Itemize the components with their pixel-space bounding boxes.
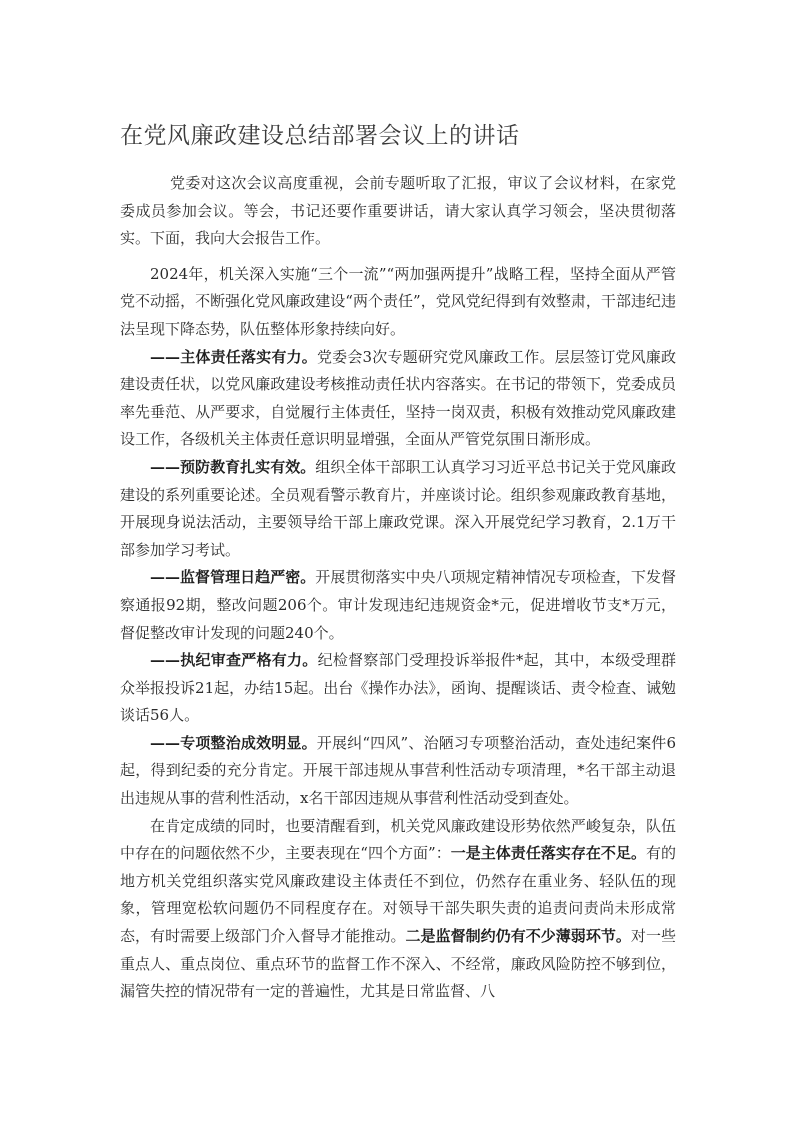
paragraph-text: 党委会3次专题研究党风廉政工作。层层签订党风廉政建设责任状，以党风廉政建设考核推动责任状内容落实。在书记的带领下，党委成员率先垂范、从严要求，自觉履行主体责任，坚持一岗双责，积极有效推动党风廉政建设工作，各级机关主体责任意识明显增强，全面从严管党氛围日渐形成。 xyxy=(120,347,676,449)
paragraph-text: 在肯定成绩的同时，也要清醒看到，机关党风廉政建设形势依然严峻复杂，队伍中存在的问题依然不少，主要表现在“四个方面”： xyxy=(120,816,676,863)
paragraph-lead: ——预防教育扎实有效。 xyxy=(150,457,316,476)
paragraph-text: 党委对这次会议高度重视，会前专题听取了汇报，审议了会议材料，在家党委成员参加会议。等会，书记还要作重要讲话，请大家认真学习领会，坚决贯彻落实。下面，我向大会报告工作。 xyxy=(120,174,676,248)
paragraph-text: 纪检督察部门受理投诉举报件*起，其中，本级受理群众举报投诉21起，办结15起。出台《操作办法》，函询、提醒谈话、责令检查、诫勉谈话56人。 xyxy=(120,651,676,725)
document-title: 在党风廉政建设总结部署会议上的讲话 xyxy=(120,123,520,149)
paragraph xyxy=(120,344,676,454)
paragraph xyxy=(120,647,676,730)
paragraph-emphasis: 一是主体责任落实存在不足。 xyxy=(450,844,646,863)
paragraph xyxy=(120,261,676,344)
paragraph-lead: ——监督管理日趋严密。 xyxy=(150,568,316,587)
document-body xyxy=(120,170,676,1006)
paragraph xyxy=(120,813,676,1006)
paragraph-lead: ——主体责任落实有力。 xyxy=(150,347,317,366)
paragraph xyxy=(120,454,676,564)
paragraph-text: 开展纠“四风”、治陋习专项整治活动，查处违纪案件6起，得到纪委的充分肯定。开展干部违规从事营利性活动专项清理，*名干部主动退出违规从事的营利性活动，x名干部因违规从事营利性活动受到查处。 xyxy=(120,733,676,808)
paragraph-text: 对一些重点人、重点岗位、重点环节的监督工作不深入、不经常，廉政风险防控不够到位，漏管失控的情况带有一定的普遍性，尤其是日常监督、八 xyxy=(120,927,676,1001)
paragraph-text: 有的地方机关党组织落实党风廉政建设主体责任不到位，仍然存在重业务、轻队伍的现象，管理宽松软问题仍不同程度存在。对领导干部失职失责的追责问责尚未形成常态，有时需要上级部门介入督导才能推动。 xyxy=(120,844,676,946)
paragraph-text: 组织全体干部职工认真学习习近平总书记关于党风廉政建设的系列重要论述。全员观看警示教育片，并座谈讨论。组织参观廉政教育基地，开展现身说法活动，主要领导给干部上廉政党课。深入开展党纪学习教育，2.1万干部参加学习考试。 xyxy=(120,457,676,559)
paragraph xyxy=(120,730,676,813)
paragraph-lead: ——专项整治成效明显。 xyxy=(150,733,317,752)
paragraph xyxy=(120,170,676,253)
paragraph xyxy=(120,564,676,647)
paragraph-lead: ——执纪审查严格有力。 xyxy=(150,651,318,670)
paragraph-text: 开展贯彻落实中央八项规定精神情况专项检查，下发督察通报92期，整改问题206个。审计发现违纪违规资金*元，促进增收节支*万元，督促整改审计发现的问题240个。 xyxy=(120,568,676,642)
paragraph-emphasis: 二是监督制约仍有不少薄弱环节。 xyxy=(405,927,631,946)
paragraph-text: 2024年，机关深入实施“三个一流”“两加强两提升”战略工程，坚持全面从严管党不动摇，不断强化党风廉政建设“两个责任”，党风党纪得到有效整肃，干部违纪违法呈现下降态势，队伍整体形象持续向好。 xyxy=(120,264,676,338)
